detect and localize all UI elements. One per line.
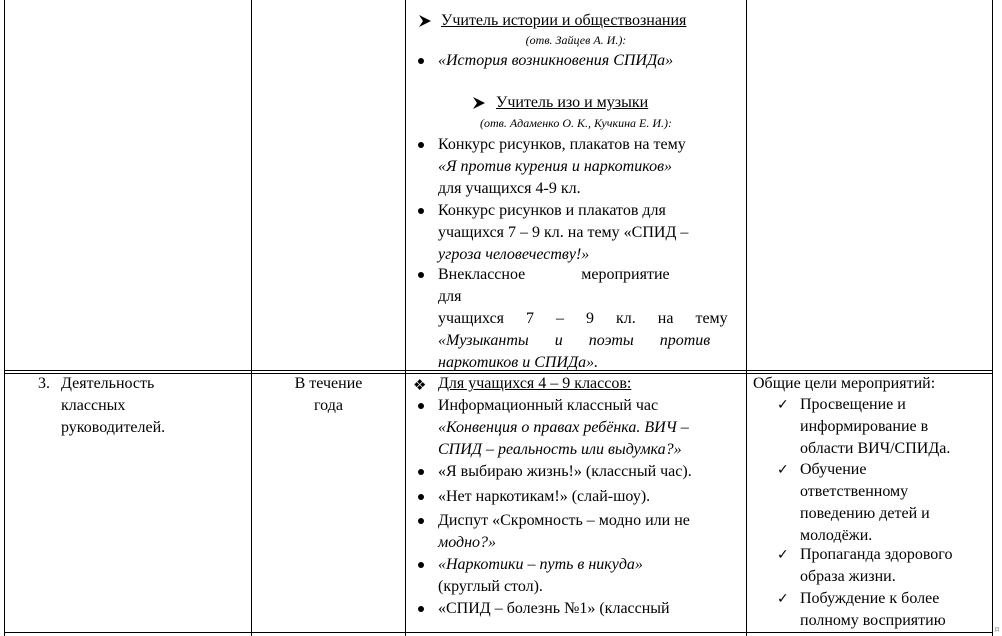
row-period: В течение года xyxy=(294,375,363,414)
list-item: Конкурс рисунков и плакатов для учащихся 7 – 9 кл. на тему «СПИД – угроза человечеству!» xyxy=(438,202,689,263)
table-border-col1 xyxy=(251,0,252,636)
bullet-icon xyxy=(418,469,424,475)
list-item: «Я выбираю жизнь!» (классный час). xyxy=(438,463,692,480)
list-item: Внеклассное мероприятие для учащихся 7 – 9 кл. на тему «Музыканты и поэты против наркотиков и СПИДа». xyxy=(438,266,728,371)
goal-item: Пропаганда здорового образа жизни. xyxy=(800,546,953,585)
checkmark-icon: ✓ xyxy=(777,462,789,478)
goal-item: Просвещение и информирование в области ВИЧ/СПИДа. xyxy=(800,396,951,457)
arrow-bullet-icon xyxy=(418,14,432,28)
item-history: «История возникновения СПИДа» xyxy=(438,52,674,69)
list-item: Диспут «Скромность – модно или не модно?» xyxy=(438,512,690,551)
responsible-art: (отв. Адаменко О. К., Кучкина Е. И.): xyxy=(479,116,673,130)
bullet-icon xyxy=(418,142,424,148)
list-item: Конкурс рисунков, плакатов на тему «Я против курения и наркотиков» для учащихся 4-9 кл. xyxy=(438,136,686,197)
bullet-icon xyxy=(418,606,424,612)
table-border-col2 xyxy=(405,0,406,636)
goal-item: Побуждение к более полному восприятию xyxy=(800,590,946,629)
responsible-history: (отв. Зайцев А. И.): xyxy=(525,33,627,47)
goals-heading: Общие цели мероприятий: xyxy=(753,375,936,392)
list-item: «Нет наркотикам!» (слай-шоу). xyxy=(438,488,651,505)
students-heading: Для учащихся 4 – 9 классов: xyxy=(438,375,632,392)
bullet-icon xyxy=(418,208,424,214)
checkmark-icon: ✓ xyxy=(777,397,789,413)
list-item: Информационный классный час «Конвенция о правах ребёнка. ВИЧ – СПИД – реальность или выдумка?» xyxy=(438,397,689,458)
row-title: Деятельность классных руководителей. xyxy=(61,375,166,436)
table-border-left xyxy=(4,0,5,636)
bullet-icon xyxy=(418,562,424,568)
table-border-bottom xyxy=(4,632,993,633)
bullet-icon xyxy=(418,518,424,524)
paragraph-mark-icon: ¤ xyxy=(994,625,1000,635)
arrow-bullet-icon xyxy=(472,96,486,110)
goal-item: Обучение ответственному поведению детей и молодёжи. xyxy=(800,461,930,544)
list-item: «Наркотики – путь в никуда» (круглый стол). xyxy=(438,556,643,595)
list-item: «СПИД – болезнь №1» (классный xyxy=(438,600,670,617)
checkmark-icon: ✓ xyxy=(777,591,789,607)
bullet-icon xyxy=(418,272,424,278)
heading-history-teacher: Учитель истории и обществознания xyxy=(441,12,687,29)
bullet-icon xyxy=(418,403,424,409)
table-border-col3 xyxy=(746,0,747,636)
table-border-right xyxy=(992,0,993,636)
bullet-icon xyxy=(418,58,424,64)
heading-art-music-teacher: Учитель изо и музыки xyxy=(496,94,649,111)
checkmark-icon: ✓ xyxy=(777,547,789,563)
diamond-bullet-icon: ❖ xyxy=(413,376,427,394)
bullet-icon xyxy=(418,494,424,500)
row-number: 3. xyxy=(38,375,50,392)
